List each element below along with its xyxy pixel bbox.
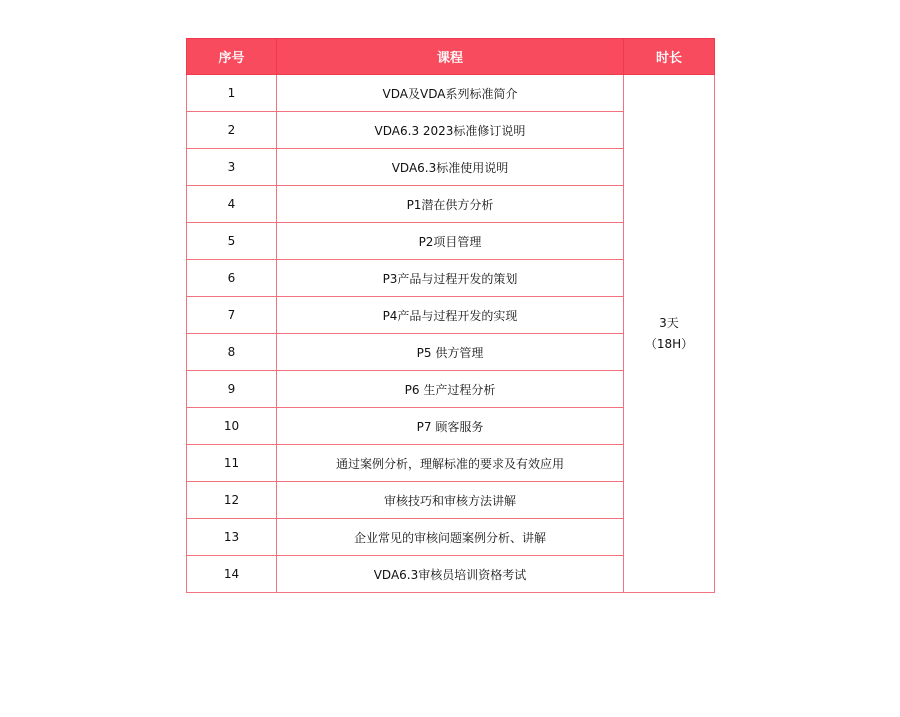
row-number: 1 [187, 75, 277, 112]
row-number: 10 [187, 408, 277, 445]
duration-hours: （18H） [644, 336, 694, 351]
header-duration: 时长 [624, 39, 715, 75]
row-course: P6 生产过程分析 [277, 371, 624, 408]
row-number: 11 [187, 445, 277, 482]
row-course: P2项目管理 [277, 223, 624, 260]
row-course: P3产品与过程开发的策划 [277, 260, 624, 297]
header-course: 课程 [277, 39, 624, 75]
row-number: 3 [187, 149, 277, 186]
row-course: P4产品与过程开发的实现 [277, 297, 624, 334]
row-number: 12 [187, 482, 277, 519]
row-course: 审核技巧和审核方法讲解 [277, 482, 624, 519]
row-course: VDA及VDA系列标准简介 [277, 75, 624, 112]
row-course: 企业常见的审核问题案例分析、讲解 [277, 519, 624, 556]
row-number: 13 [187, 519, 277, 556]
duration-days: 3天 [659, 315, 679, 330]
course-table [186, 38, 715, 593]
row-number: 6 [187, 260, 277, 297]
row-number: 5 [187, 223, 277, 260]
row-number: 2 [187, 112, 277, 149]
row-course: P5 供方管理 [277, 334, 624, 371]
row-course: P1潜在供方分析 [277, 186, 624, 223]
row-course: VDA6.3标准使用说明 [277, 149, 624, 186]
row-number: 4 [187, 186, 277, 223]
row-number: 7 [187, 297, 277, 334]
row-course: P7 顾客服务 [277, 408, 624, 445]
table-header-row [187, 39, 715, 75]
header-number: 序号 [187, 39, 277, 75]
row-course: 通过案例分析，理解标准的要求及有效应用 [277, 445, 624, 482]
table-row [187, 75, 715, 112]
row-course: VDA6.3 2023标准修订说明 [277, 112, 624, 149]
row-course: VDA6.3审核员培训资格考试 [277, 556, 624, 593]
duration-cell [624, 75, 715, 593]
row-number: 8 [187, 334, 277, 371]
row-number: 14 [187, 556, 277, 593]
row-number: 9 [187, 371, 277, 408]
